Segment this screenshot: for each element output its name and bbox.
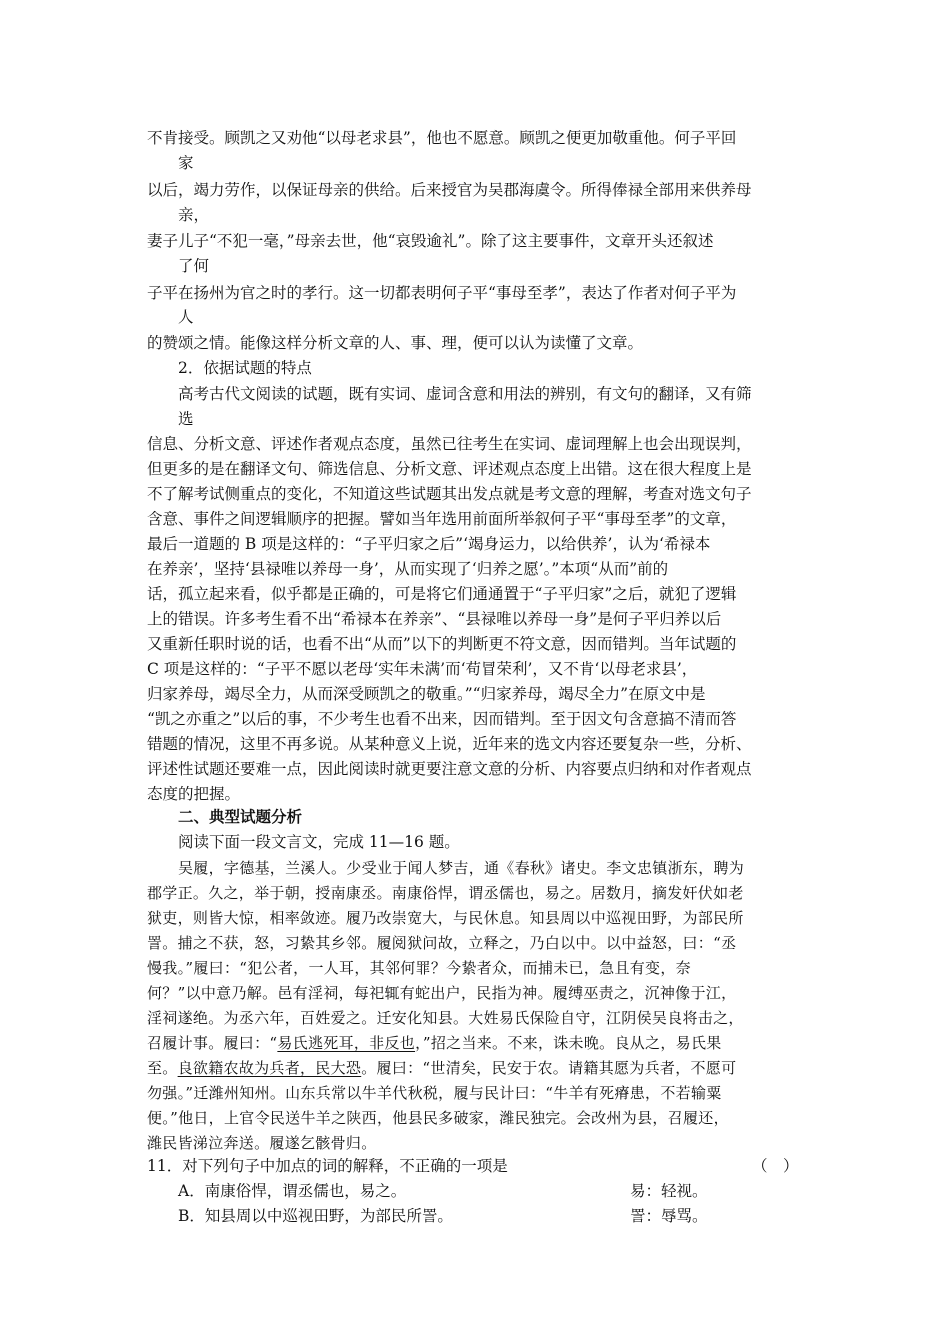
option-a: A．南康俗悍，谓丞儒也，易之。	[178, 1182, 407, 1200]
passage-text: 召履计事。履曰：“	[147, 1034, 278, 1052]
paragraph-line: 选	[178, 410, 194, 428]
question-stem: 11．对下列句子中加点的词的解释，不正确的一项是	[147, 1157, 508, 1175]
paragraph-line: 最后一道题的 B 项是这样的：“子平归家之后”‘竭身运力，以给供养’，认为‘希禄本	[147, 535, 711, 553]
passage-text: 。履曰：“世清矣，民安于农。请籍其愿为兵者，不愿可	[361, 1059, 737, 1077]
passage-line: 吴履，字德基，兰溪人。少受业于闻人梦吉，通《春秋》诸史。李文忠镇浙东，聘为	[178, 859, 745, 877]
paragraph-line: 信息、分析文意、评述作者观点态度，虽然已往考生在实词、虚词理解上也会出现误判，	[147, 435, 752, 453]
passage-line: 何？”以中意乃解。邑有淫祠，每祀辄有蛇出户，民指为神。履缚巫责之，沉神像于江，	[147, 984, 737, 1002]
paragraph-line: C 项是这样的：“子平不愿以老母‘实年未满’而‘苟冒荣利’，又不肯‘以母老求县’，	[147, 660, 698, 678]
paragraph-line: 但更多的是在翻译文句、筛选信息、分析文意、评述观点态度上出错。这在很大程度上是	[147, 460, 752, 478]
intro-line: 妻子儿子“不犯一毫，”母亲去世，他“哀毁逾礼”。除了这主要事件，文章开头还叙述	[147, 232, 714, 250]
underlined-sentence: 易氏逃死耳，非反也	[277, 1034, 416, 1052]
paragraph-line: 错题的情况，这里不再多说。从某种意义上说，近年来的选文内容还要复杂一些，分析、	[147, 735, 752, 753]
intro-line: 家	[178, 154, 194, 172]
option-b: B．知县周以中巡视田野，为部民所詈。	[178, 1207, 453, 1225]
paragraph-line: 含意、事件之间逻辑顺序的把握。譬如当年选用前面所举叙何子平“事母至孝”的文章，	[147, 510, 737, 528]
paragraph-line: 话，孤立起来看，似乎都是正确的，可是将它们通通置于“子平归家”之后，就犯了逻辑	[147, 585, 737, 603]
paragraph-line: 高考古代文阅读的试题，既有实词、虚词含意和用法的辨别，有文句的翻译，又有筛	[178, 385, 752, 403]
passage-line: 淫祠遂绝。为丞六年，百姓爱之。迁安化知县。大姓易氏保险自守，江阴侯吴良将击之，	[147, 1009, 744, 1027]
passage-line: 勿强。”迁潍州知州。山东兵常以牛羊代秋税，履与民计曰：“牛羊有死瘠患，不若输粟	[147, 1084, 722, 1102]
passage-line: 郡学正。久之，举于朝，授南康丞。南康俗悍，谓丞儒也，易之。居数月，摘发奸伏如老	[147, 884, 744, 902]
paragraph-line: “凯之亦重之”以后的事，不少考生也看不出来，因而错判。至于因文句含意搞不清而答	[147, 710, 737, 728]
part-heading: 二、典型试题分析	[178, 807, 303, 826]
passage-line: 狱吏，则皆大惊，相率敛迹。履乃改崇宽大，与民休息。知县周以中巡视田野，为部民所	[147, 909, 744, 927]
paragraph-line: 态度的把握。	[147, 785, 241, 803]
answer-bracket: （ ）	[752, 1157, 799, 1175]
section-heading: 2．依据试题的特点	[178, 359, 312, 377]
paragraph-line: 不了解考试侧重点的变化，不知道这些试题其出发点就是考文意的理解，考查对选文句子	[147, 485, 752, 503]
intro-line: 人	[178, 308, 194, 326]
passage-line	[147, 1033, 722, 1053]
passage-line: 詈。捕之不获，怒，习絷其乡邻。履阅狱问故，立释之，乃白以中。以中益怒，曰：“丞	[147, 934, 737, 952]
option-a-gloss: 易：轻视。	[630, 1182, 708, 1200]
instruction-text: 阅读下面一段文言文，完成 11—16 题。	[178, 833, 460, 851]
intro-line: 了何	[178, 257, 210, 275]
paragraph-line: 归家养母，竭尽全力，从而深受顾凯之的敬重。”“归家养母，竭尽全力”在原文中是	[147, 685, 706, 703]
underlined-sentence: 良欲籍农故为兵者，民大恐	[177, 1059, 362, 1077]
intro-line: 的赞颂之情。能像这样分析文章的人、事、理，便可以认为读懂了文章。	[147, 334, 644, 352]
passage-text: 至。	[147, 1059, 178, 1077]
paragraph-line: 评述性试题还要难一点，因此阅读时就更要注意文意的分析、内容要点归纳和对作者观点	[147, 760, 752, 778]
intro-line: 以后，竭力劳作，以保证母亲的供给。后来授官为吴郡海虞令。所得俸禄全部用来供养母	[147, 181, 752, 199]
intro-line: 子平在扬州为官之时的孝行。这一切都表明何子平“事母至孝”，表达了作者对何子平为	[147, 284, 737, 302]
passage-line	[147, 1058, 736, 1078]
passage-line: 慢我。”履曰：“犯公者，一人耳，其邻何罪？今絷者众，而捕未已，急且有变，奈	[147, 959, 691, 977]
paragraph-line: 又重新任职时说的话，也看不出“从而”以下的判断更不符文意，因而错判。当年试题的	[147, 635, 737, 653]
paragraph-line: 上的错误。许多考生看不出“希禄本在养亲”、“县禄唯以养母一身”是何子平归养以后	[147, 610, 722, 628]
option-b-gloss: 詈：辱骂。	[630, 1207, 708, 1225]
passage-text: ，”招之当来。不来，诛未晚。良从之，易氏果	[415, 1034, 722, 1052]
passage-line: 潍民皆涕泣奔送。履遂乞骸骨归。	[147, 1134, 377, 1152]
passage-line: 便。”他日，上官令民送牛羊之陕西，他县民多破家，潍民独完。会改州为县，召履还，	[147, 1109, 729, 1127]
intro-line: 亲，	[178, 206, 210, 224]
paragraph-line: 在养亲’，坚持‘县禄唯以养母一身’，从而实现了‘归养之愿’。”本项“从而”前的	[147, 560, 669, 578]
intro-line: 不肯接受。顾凯之又劝他“以母老求县”，他也不愿意。顾凯之便更加敬重他。何子平回	[147, 129, 737, 147]
